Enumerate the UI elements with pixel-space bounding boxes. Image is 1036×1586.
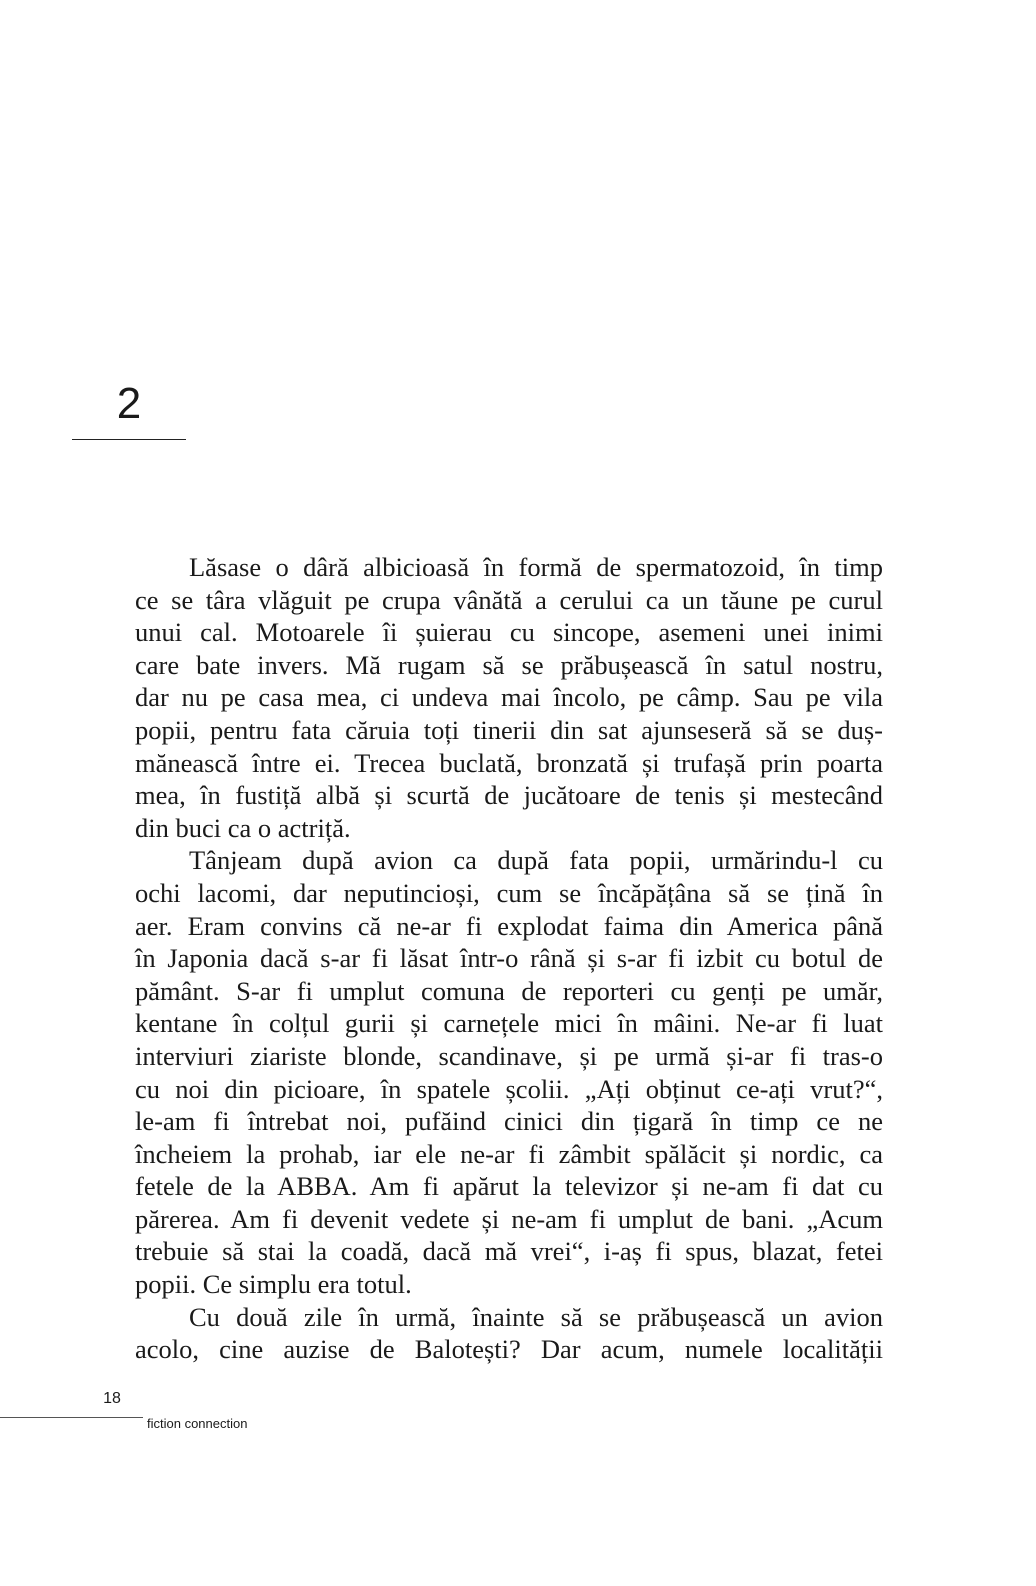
text-line: unui cal. Motoarele îi șuierau cu sincope, asemeni unei inimi: [135, 617, 883, 648]
footer-divider: [0, 1417, 143, 1418]
text-line: pământ. S-ar fi umplut comuna de reporteri cu genți pe umăr,: [135, 975, 883, 1006]
text-line: le-am fi întrebat noi, pufăind cinici din țigară în timp ce ne: [135, 1106, 883, 1137]
text-line: interviuri ziariste blonde, scandinave, și pe urmă și-ar fi tras-o: [135, 1040, 883, 1071]
text-line: care bate invers. Mă rugam să se prăbușească în satul nostru,: [135, 649, 883, 680]
text-line: ce se târa vlăguit pe crupa vânătă a cerului ca un tăune pe curul: [135, 584, 883, 615]
text-line: kentane în colțul gurii și carnețele mici în mâini. Ne-ar fi luat: [135, 1008, 883, 1039]
text-line: fetele de la ABBA. Am fi apărut la televizor și ne-am fi dat cu: [135, 1171, 883, 1202]
text-line: aer. Eram convins că ne-ar fi explodat faima din America până: [135, 910, 883, 941]
body-text: [135, 551, 883, 1366]
text-line: încheiem la prohab, iar ele ne-ar fi zâmbit spălăcit și nordic, ca: [135, 1138, 883, 1169]
text-line: acolo, cine auzise de Balotești? Dar acum, numele localității: [135, 1334, 883, 1365]
text-line: ochi lacomi, dar neputincioși, cum se încăpățâna să se țină în: [135, 877, 883, 908]
text-line: Tânjeam după avion ca după fata popii, urmărindu-l cu: [189, 845, 883, 876]
series-name: fiction connection: [147, 1416, 248, 1431]
chapter-number: 2: [116, 379, 142, 428]
text-line: Lăsase o dâră albicioasă în formă de spermatozoid, în timp: [189, 552, 883, 582]
page-number: 18: [103, 1390, 121, 1407]
text-line: trebuie să stai la coadă, dacă mă vrei“, i-aș fi spus, blazat, fetei: [135, 1236, 883, 1267]
text-line: mănească între ei. Trecea buclată, bronzată și trufașă prin poarta: [135, 747, 883, 778]
chapter-divider: [72, 439, 186, 440]
text-line: cu noi din picioare, în spatele școlii. „Ați obținut ce-ați vrut?“,: [135, 1073, 883, 1104]
text-line: mea, în fustiță albă și scurtă de jucătoare de tenis și mestecând: [135, 780, 883, 811]
text-line: popii, pentru fata căruia toți tinerii din sat ajunseseră să se duș-: [135, 714, 883, 745]
text-line: în Japonia dacă s-ar fi lăsat într-o rână și s-ar fi izbit cu botul de: [135, 943, 883, 974]
text-line: părerea. Am fi devenit vedete și ne-am fi umplut de bani. „Acum: [135, 1203, 883, 1234]
text-line: Cu două zile în urmă, înainte să se prăbușească un avion: [189, 1301, 883, 1332]
text-line: din buci ca o actriță.: [135, 812, 351, 843]
text-line: dar nu pe casa mea, ci undeva mai încolo, pe câmp. Sau pe vila: [135, 682, 883, 713]
text-line: popii. Ce simplu era totul.: [135, 1269, 412, 1300]
